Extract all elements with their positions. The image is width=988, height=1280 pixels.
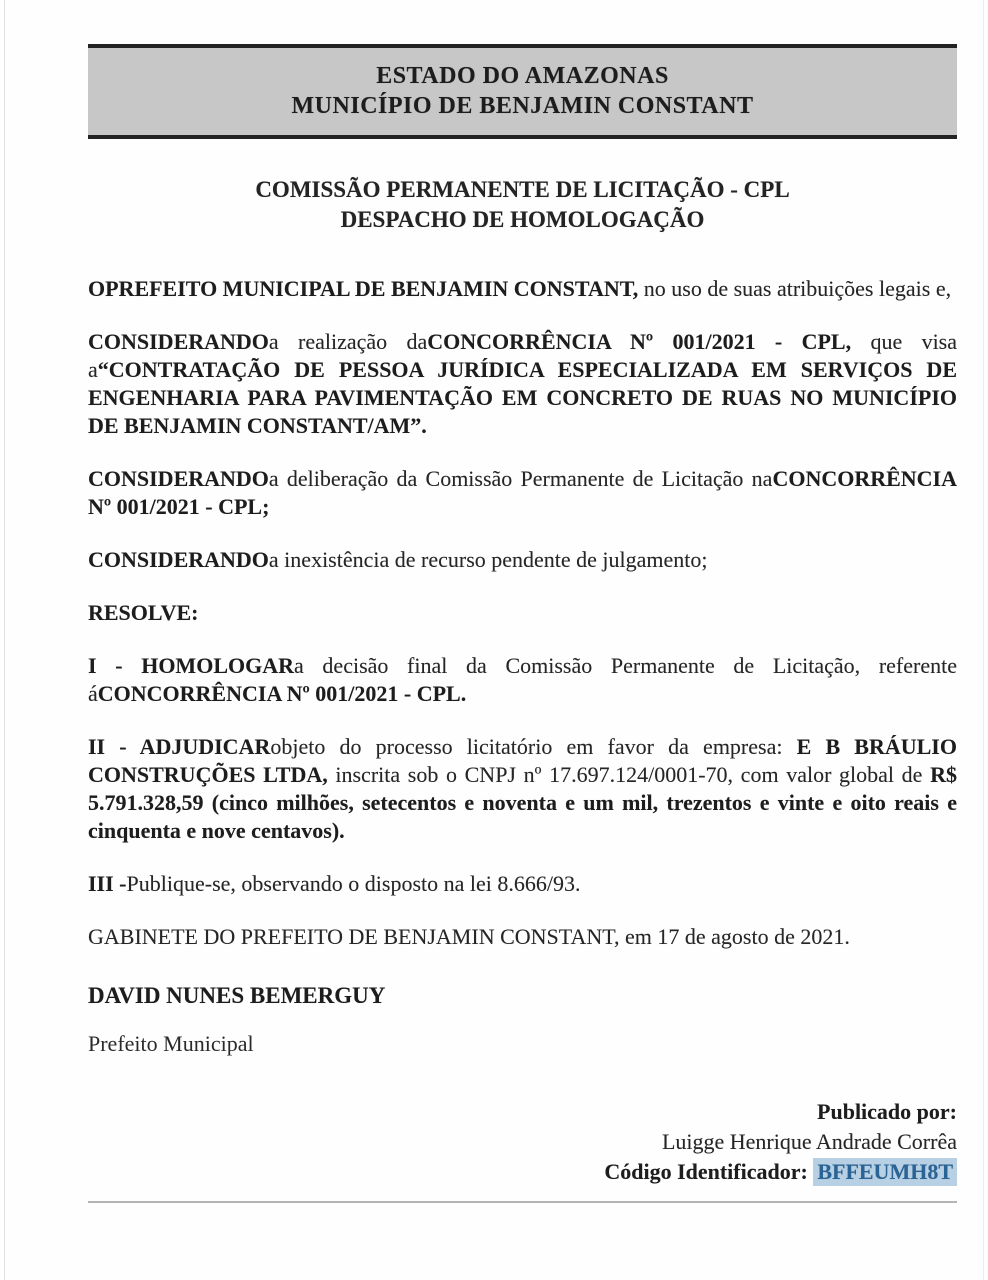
paragraph-preamble bbox=[88, 275, 957, 303]
document-title-type: DESPACHO DE HOMOLOGAÇÃO bbox=[340, 207, 705, 232]
paragraph-resolve bbox=[88, 599, 957, 627]
text-run: a inexistência de recurso pendente de julgamento; bbox=[268, 547, 708, 572]
page-edge-right bbox=[983, 0, 984, 1280]
letterhead-municipality: MUNICÍPIO DE BENJAMIN CONSTANT bbox=[291, 93, 754, 119]
letterhead-band bbox=[88, 44, 957, 139]
identifier-code-value: BFFEUMH8T bbox=[813, 1158, 957, 1186]
identifier-code-line bbox=[88, 1157, 957, 1187]
document-title-commission: COMISSÃO PERMANENTE DE LICITAÇÃO - CPL bbox=[255, 177, 790, 202]
paragraph-item-3-publique-se bbox=[88, 870, 957, 898]
page-edge-left bbox=[4, 0, 5, 1280]
text-run: objeto do processo licitatório em favor da empresa: bbox=[270, 734, 797, 759]
paragraph-item-2-adjudicar bbox=[88, 733, 957, 845]
bold-run-prefeito: OPREFEITO MUNICIPAL DE BENJAMIN CONSTANT, bbox=[88, 276, 639, 301]
text-run: Publique-se, observando o disposto na lei 8.666/93. bbox=[126, 871, 581, 896]
bold-run-considerando: CONSIDERANDO bbox=[88, 466, 269, 491]
text-run: no uso de suas atribuições legais e, bbox=[638, 276, 952, 301]
paragraph-considerando-3 bbox=[88, 546, 957, 574]
text-run: GABINETE DO PREFEITO DE BENJAMIN CONSTANT, em 17 de agosto de 2021. bbox=[88, 924, 850, 949]
text-run: a deliberação da Comissão Permanente de Licitação na bbox=[268, 466, 773, 491]
bold-run-concorrencia: CONCORRÊNCIA Nº 001/2021 - CPL, bbox=[427, 329, 852, 354]
text-run: a realização da bbox=[268, 329, 428, 354]
identifier-code-label: Código Identificador: bbox=[604, 1159, 808, 1184]
paragraph-considerando-1 bbox=[88, 328, 957, 440]
document-content bbox=[88, 44, 957, 1203]
paragraph-item-1-homologar bbox=[88, 652, 957, 708]
document-title bbox=[88, 175, 957, 235]
letterhead-state: ESTADO DO AMAZONAS bbox=[376, 63, 669, 89]
text-run: que visa a bbox=[88, 329, 958, 382]
bold-run-valor-global: R$ 5.791.328,59 (cinco milhões, setecentos e noventa e um mil, trezentos e vinte e oito reais e cinquenta e nove centavos). bbox=[88, 762, 957, 843]
published-by-name: Luigge Henrique Andrade Corrêa bbox=[661, 1129, 957, 1154]
bold-run-considerando: CONSIDERANDO bbox=[88, 329, 269, 354]
paragraph-gabinete bbox=[88, 923, 957, 951]
bold-run-item3: III - bbox=[88, 871, 127, 896]
bold-run-objeto-contratacao: “CONTRATAÇÃO DE PESSOA JURÍDICA ESPECIALIZADA EM SERVIÇOS DE ENGENHARIA PARA PAVIMENTAÇÃO EM CONCRETO DE RUAS NO MUNICÍPIO DE BENJAMIN CONSTANT/AM”. bbox=[88, 357, 957, 438]
published-by-label-text: Publicado por: bbox=[817, 1099, 957, 1124]
paragraph-considerando-2 bbox=[88, 465, 957, 521]
bold-run-resolve: RESOLVE: bbox=[88, 600, 199, 625]
signature-name: DAVID NUNES BEMERGUY bbox=[88, 983, 386, 1008]
bold-run-considerando: CONSIDERANDO bbox=[88, 547, 269, 572]
text-run: a decisão final da Comissão Permanente de Licitação, referente á bbox=[88, 653, 957, 706]
signature-role: Prefeito Municipal bbox=[88, 1031, 254, 1056]
footer-divider bbox=[88, 1201, 957, 1203]
bold-run-homologar: I - HOMOLOGAR bbox=[88, 653, 294, 678]
document-body bbox=[88, 275, 957, 951]
bold-run-empresa: E B BRÁULIO CONSTRUÇÕES LTDA, bbox=[88, 734, 957, 787]
publication-block bbox=[88, 1097, 957, 1187]
published-by-label bbox=[88, 1097, 957, 1127]
bold-run-adjudicar: II - ADJUDICAR bbox=[88, 734, 271, 759]
bold-run-concorrencia: CONCORRÊNCIA Nº 001/2021 - CPL; bbox=[88, 466, 957, 519]
text-run: inscrita sob o CNPJ nº 17.697.124/0001-70, com valor global de bbox=[327, 762, 931, 787]
bold-run-concorrencia: CONCORRÊNCIA Nº 001/2021 - CPL. bbox=[97, 681, 467, 706]
